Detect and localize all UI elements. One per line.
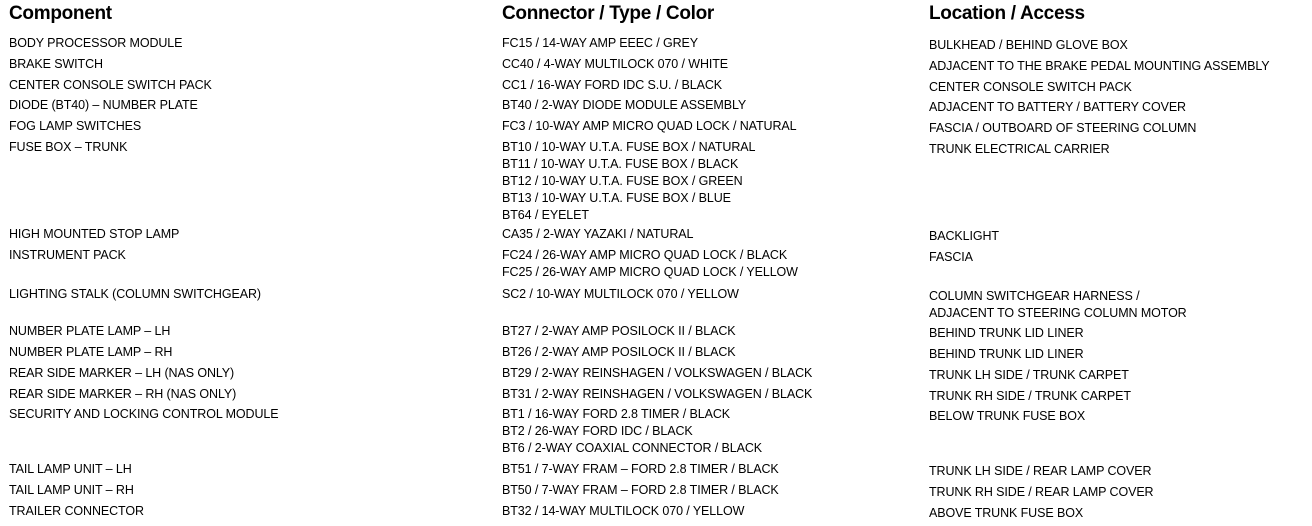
location-text: CENTER CONSOLE SWITCH PACK (929, 80, 1132, 94)
location-cell (929, 388, 1131, 405)
component-name: REAR SIDE MARKER – LH (NAS ONLY) (9, 366, 235, 380)
component-name: FUSE BOX – TRUNK (9, 140, 128, 154)
connector-spec: BT6 / 2-WAY COAXIAL CONNECTOR / BLACK (502, 441, 763, 455)
location-cell (929, 120, 1196, 137)
location-text: BEHIND TRUNK LID LINER (929, 326, 1084, 340)
component-name: BRAKE SWITCH (9, 57, 103, 71)
connector-cell (502, 461, 779, 478)
connector-spec: BT1 / 16-WAY FORD 2.8 TIMER / BLACK (502, 407, 731, 421)
location-cell (929, 288, 1187, 322)
location-text: ADJACENT TO STEERING COLUMN MOTOR (929, 306, 1187, 320)
connector-cell (502, 139, 755, 224)
connector-spec: BT12 / 10-WAY U.T.A. FUSE BOX / GREEN (502, 174, 743, 188)
component-name: FOG LAMP SWITCHES (9, 119, 142, 133)
connector-cell (502, 77, 722, 94)
connector-cell (502, 286, 739, 303)
connector-cell (502, 386, 812, 403)
connector-spec: BT50 / 7-WAY FRAM – FORD 2.8 TIMER / BLACK (502, 483, 779, 497)
connector-spec: CC1 / 16-WAY FORD IDC S.U. / BLACK (502, 78, 723, 92)
component-name: REAR SIDE MARKER – RH (NAS ONLY) (9, 387, 237, 401)
connector-cell (502, 344, 736, 361)
location-cell (929, 505, 1083, 522)
location-text: TRUNK RH SIDE / REAR LAMP COVER (929, 485, 1154, 499)
location-cell (929, 99, 1186, 116)
connector-cell (502, 365, 812, 382)
connector-spec: BT2 / 26-WAY FORD IDC / BLACK (502, 424, 693, 438)
location-text: TRUNK LH SIDE / TRUNK CARPET (929, 368, 1129, 382)
connector-cell (502, 323, 736, 340)
connector-spec: BT64 / EYELET (502, 208, 589, 222)
connector-cell (502, 118, 796, 135)
location-text: ABOVE TRUNK FUSE BOX (929, 506, 1084, 520)
connector-spec: BT10 / 10-WAY U.T.A. FUSE BOX / NATURAL (502, 140, 756, 154)
location-cell (929, 141, 1110, 158)
component-name: SECURITY AND LOCKING CONTROL MODULE (9, 407, 279, 421)
connector-cell (502, 482, 779, 499)
header-component: Component (9, 3, 112, 24)
location-text: FASCIA (929, 250, 973, 264)
location-text: BACKLIGHT (929, 229, 999, 243)
component-name: NUMBER PLATE LAMP – LH (9, 324, 171, 338)
location-cell (929, 325, 1084, 342)
location-text: BELOW TRUNK FUSE BOX (929, 409, 1086, 423)
location-text: ADJACENT TO BATTERY / BATTERY COVER (929, 100, 1186, 114)
connector-spec: CA35 / 2-WAY YAZAKI / NATURAL (502, 227, 694, 241)
location-cell (929, 58, 1270, 75)
connector-cell (502, 226, 693, 243)
connector-spec: FC15 / 14-WAY AMP EEEC / GREY (502, 36, 699, 50)
location-text: BULKHEAD / BEHIND GLOVE BOX (929, 38, 1128, 52)
component-name: TAIL LAMP UNIT – RH (9, 483, 134, 497)
component-name: TRAILER CONNECTOR (9, 504, 144, 518)
connector-spec: BT31 / 2-WAY REINSHAGEN / VOLKSWAGEN / BLACK (502, 387, 813, 401)
location-text: TRUNK RH SIDE / TRUNK CARPET (929, 389, 1131, 403)
connector-spec: FC3 / 10-WAY AMP MICRO QUAD LOCK / NATURAL (502, 119, 797, 133)
header-connector: Connector / Type / Color (502, 3, 715, 24)
component-name: CENTER CONSOLE SWITCH PACK (9, 78, 212, 92)
location-text: TRUNK LH SIDE / REAR LAMP COVER (929, 464, 1152, 478)
location-cell (929, 463, 1151, 480)
location-text: BEHIND TRUNK LID LINER (929, 347, 1084, 361)
connector-spec: BT32 / 14-WAY MULTILOCK 070 / YELLOW (502, 504, 745, 518)
connector-spec: BT27 / 2-WAY AMP POSILOCK II / BLACK (502, 324, 736, 338)
connector-cell (502, 35, 698, 52)
component-name: HIGH MOUNTED STOP LAMP (9, 227, 180, 241)
connector-spec: BT26 / 2-WAY AMP POSILOCK II / BLACK (502, 345, 736, 359)
location-cell (929, 484, 1154, 501)
connector-spec: BT40 / 2-WAY DIODE MODULE ASSEMBLY (502, 98, 747, 112)
connector-spec: BT13 / 10-WAY U.T.A. FUSE BOX / BLUE (502, 191, 731, 205)
connector-cell (502, 503, 744, 520)
location-cell (929, 249, 973, 266)
location-text: ADJACENT TO THE BRAKE PEDAL MOUNTING ASSEMBLY (929, 59, 1270, 73)
connector-spec: BT51 / 7-WAY FRAM – FORD 2.8 TIMER / BLACK (502, 462, 779, 476)
component-name: DIODE (BT40) – NUMBER PLATE (9, 98, 198, 112)
location-text: FASCIA / OUTBOARD OF STEERING COLUMN (929, 121, 1197, 135)
connector-spec: FC25 / 26-WAY AMP MICRO QUAD LOCK / YELLOW (502, 265, 798, 279)
component-name: BODY PROCESSOR MODULE (9, 36, 183, 50)
header-location: Location / Access (929, 3, 1085, 24)
connector-spec: BT11 / 10-WAY U.T.A. FUSE BOX / BLACK (502, 157, 739, 171)
location-cell (929, 367, 1129, 384)
component-name: TAIL LAMP UNIT – LH (9, 462, 132, 476)
connector-cell (502, 97, 746, 114)
location-cell (929, 37, 1128, 54)
location-cell (929, 79, 1132, 96)
connector-cell (502, 56, 728, 73)
component-name: NUMBER PLATE LAMP – RH (9, 345, 173, 359)
connector-cell (502, 247, 798, 281)
connector-spec: SC2 / 10-WAY MULTILOCK 070 / YELLOW (502, 287, 739, 301)
component-name: INSTRUMENT PACK (9, 248, 126, 262)
location-cell (929, 228, 999, 245)
location-text: COLUMN SWITCHGEAR HARNESS / (929, 289, 1140, 303)
location-cell (929, 408, 1085, 425)
location-text: TRUNK ELECTRICAL CARRIER (929, 142, 1110, 156)
connector-cell (502, 406, 762, 457)
connector-spec: FC24 / 26-WAY AMP MICRO QUAD LOCK / BLACK (502, 248, 788, 262)
component-name: LIGHTING STALK (COLUMN SWITCHGEAR) (9, 287, 261, 301)
connector-spec: BT29 / 2-WAY REINSHAGEN / VOLKSWAGEN / BLACK (502, 366, 813, 380)
connector-spec: CC40 / 4-WAY MULTILOCK 070 / WHITE (502, 57, 729, 71)
location-cell (929, 346, 1084, 363)
